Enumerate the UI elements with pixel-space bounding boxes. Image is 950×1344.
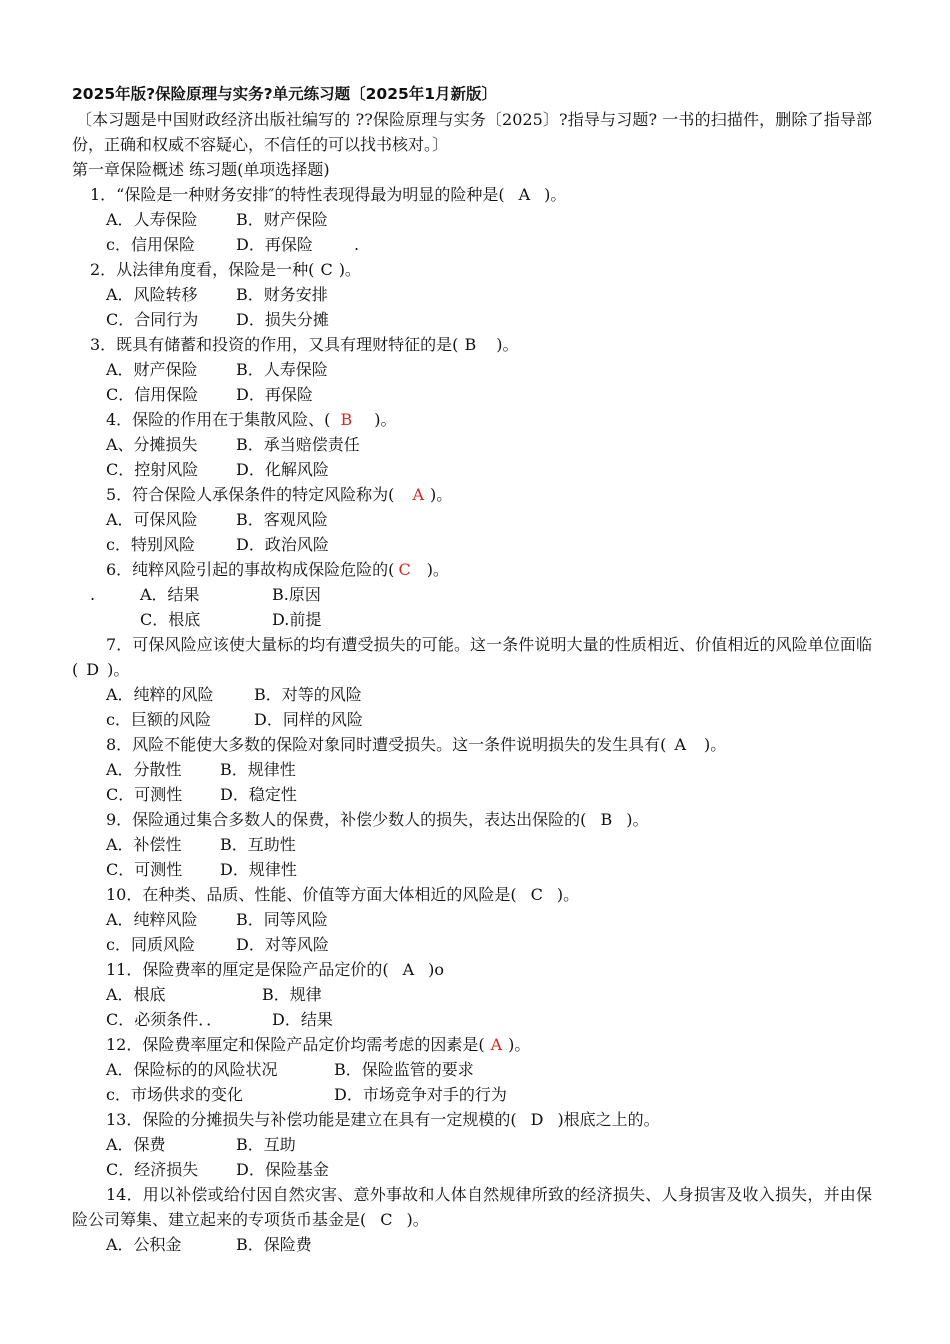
question-14: 14．用以补偿或给付因自然灾害、意外事故和人体自然规律所致的经济损失、人身损害及收入损失，并由保险公司筹集、建立起来的专项货币基金是( C )。	[72, 1182, 872, 1232]
options-row	[72, 1232, 872, 1257]
option: D．再保险	[236, 235, 313, 254]
options-row	[72, 682, 872, 707]
options-row	[72, 382, 872, 407]
options-row	[72, 457, 872, 482]
question-13: 13．保险的分摊损失与补偿功能是建立在具有一定规模的( D )根底之上的。	[72, 1107, 872, 1132]
option: c．市场供求的变化	[106, 1085, 243, 1104]
option: A．纯粹的风险	[106, 685, 214, 704]
question-4: 4．保险的作用在于集散风险、( B )。	[72, 407, 872, 432]
options-row	[72, 282, 872, 307]
option: B．同等风险	[236, 910, 328, 929]
answer-14: C	[380, 1210, 393, 1229]
answer-6: C	[398, 560, 411, 579]
question-2: 2．从法律角度看，保险是一种( C )。	[72, 257, 872, 282]
answer-3: B	[464, 335, 477, 354]
option: c．同质风险	[106, 935, 195, 954]
chapter-subtitle: 练习题(单项选择题)	[184, 160, 330, 179]
option: B．客观风险	[236, 510, 328, 529]
answer-13: D	[530, 1110, 544, 1129]
option: B．财务安排	[236, 285, 328, 304]
option: c．特别风险	[106, 535, 195, 554]
answer-11: A	[402, 960, 415, 979]
option: C．信用保险	[106, 385, 199, 404]
option: B．对等的风险	[254, 685, 362, 704]
option: D．规律性	[220, 860, 297, 879]
question-3: 3．既具有储蓄和投资的作用，又具有理财特征的是( B )。	[72, 332, 872, 357]
option: A．可保风险	[106, 510, 198, 529]
option: D．再保险	[236, 385, 313, 404]
option: A．财产保险	[106, 360, 198, 379]
question-11: 11．保险费率的厘定是保险产品定价的( A )o	[72, 957, 872, 982]
answer-7: D	[86, 660, 100, 679]
question-10: 10．在种类、品质、性能、价值等方面大体相近的风险是( C )。	[72, 882, 872, 907]
option: B．财产保险	[236, 210, 328, 229]
option: C．合同行为	[106, 310, 199, 329]
options-row: c．信用保险 D．再保险 .	[72, 232, 872, 257]
answer-8: A	[674, 735, 686, 754]
answer-1: A	[518, 185, 531, 204]
option: C．根底	[140, 610, 201, 629]
option: c．巨额的风险	[106, 710, 211, 729]
option: B．互助性	[220, 835, 296, 854]
options-row	[72, 207, 872, 232]
question-6: 6．纯粹风险引起的事故构成保险危险的( C )。	[72, 557, 872, 582]
option: B.原因	[272, 585, 321, 604]
question-5: 5．符合保险人承保条件的特定风险称为( A )。	[72, 482, 872, 507]
option: B．规律性	[220, 760, 296, 779]
option: D．同样的风险	[254, 710, 363, 729]
option: C．可测性	[106, 860, 183, 879]
option: B．承当赔偿责任	[236, 435, 360, 454]
answer-9: B	[600, 810, 613, 829]
option: C．经济损失	[106, 1160, 199, 1179]
intro-note: 〔本习题是中国财政经济出版社编写的 ??保险原理与实务〔2025〕?指导与习题? 一书的扫描件，删除了指导部份，正确和权威不容疑心，不信任的可以找书核对。〕	[72, 110, 872, 154]
question-12: 12．保险费率厘定和保险产品定价均需考虑的因素是( A )。	[72, 1032, 872, 1057]
options-row	[72, 1157, 872, 1182]
options-row	[72, 907, 872, 932]
option: A．风险转移	[106, 285, 198, 304]
question-9: 9．保险通过集合多数人的保费，补偿少数人的损失，表达出保险的( B )。	[72, 807, 872, 832]
option: C．可测性	[106, 785, 183, 804]
answer-4: B	[340, 410, 353, 429]
option: A．根底	[106, 985, 166, 1004]
option: D．化解风险	[236, 460, 329, 479]
option: D．政治风险	[236, 535, 329, 554]
options-row: . A．结果 B.原因	[72, 582, 872, 607]
options-row	[72, 307, 872, 332]
document-page	[72, 82, 872, 1257]
option: D．对等风险	[236, 935, 329, 954]
answer-12: A	[490, 1035, 503, 1054]
chapter-heading	[72, 157, 872, 182]
option: B．人寿保险	[236, 360, 328, 379]
options-row	[72, 707, 872, 732]
option: c．信用保险	[106, 235, 195, 254]
option: A．纯粹风险	[106, 910, 198, 929]
options-row	[72, 607, 872, 632]
document-title: 2025年版?保险原理与实务?单元练习题〔2025年1月新版〕	[72, 85, 498, 103]
options-row	[72, 1007, 872, 1032]
options-row	[72, 532, 872, 557]
option: A．补偿性	[106, 835, 182, 854]
chapter-title: 第一章保险概述	[72, 160, 185, 179]
option: D．保险基金	[236, 1160, 329, 1179]
option: A．保费	[106, 1135, 166, 1154]
option: B．规律	[262, 985, 322, 1004]
answer-5: A	[412, 485, 424, 504]
options-row	[72, 1057, 872, 1082]
option: D．损失分摊	[236, 310, 329, 329]
option: C．必须条件．．	[106, 1010, 223, 1029]
option: A．结果	[140, 585, 200, 604]
options-row	[72, 432, 872, 457]
option: D．稳定性	[220, 785, 297, 804]
question-1: 1．“保险是一种财务安排″的特性表现得最为明显的险种是( A )。	[72, 182, 872, 207]
option: A．公积金	[106, 1235, 182, 1254]
options-row	[72, 832, 872, 857]
options-row	[72, 782, 872, 807]
options-row	[72, 757, 872, 782]
options-row	[72, 1132, 872, 1157]
option: A．分散性	[106, 760, 182, 779]
option: A．保险标的的风险状况	[106, 1060, 278, 1079]
options-row	[72, 932, 872, 957]
question-8: 8．风险不能使大多数的保险对象同时遭受损失。这一条件说明损失的发生具有( A )。	[72, 732, 872, 757]
option: C．控射风险	[106, 460, 199, 479]
options-row	[72, 1082, 872, 1107]
option: A．人寿保险	[106, 210, 198, 229]
option: B．保险监管的要求	[334, 1060, 474, 1079]
options-row	[72, 857, 872, 882]
option: B．互助	[236, 1135, 296, 1154]
options-row	[72, 507, 872, 532]
options-row	[72, 982, 872, 1007]
option: B．保险费	[236, 1235, 312, 1254]
question-7: 7．可保风险应该使大量标的均有遭受损失的可能。这一条件说明大量的性质相近、价值相近的风险单位面临( D )。	[72, 632, 872, 682]
answer-10: C	[530, 885, 543, 904]
option: D．市场竞争对手的行为	[334, 1085, 507, 1104]
answer-2: C	[320, 260, 333, 279]
option: A、分摊损失	[106, 435, 198, 454]
option: D．结果	[272, 1010, 333, 1029]
option: D.前提	[272, 610, 322, 629]
options-row	[72, 357, 872, 382]
